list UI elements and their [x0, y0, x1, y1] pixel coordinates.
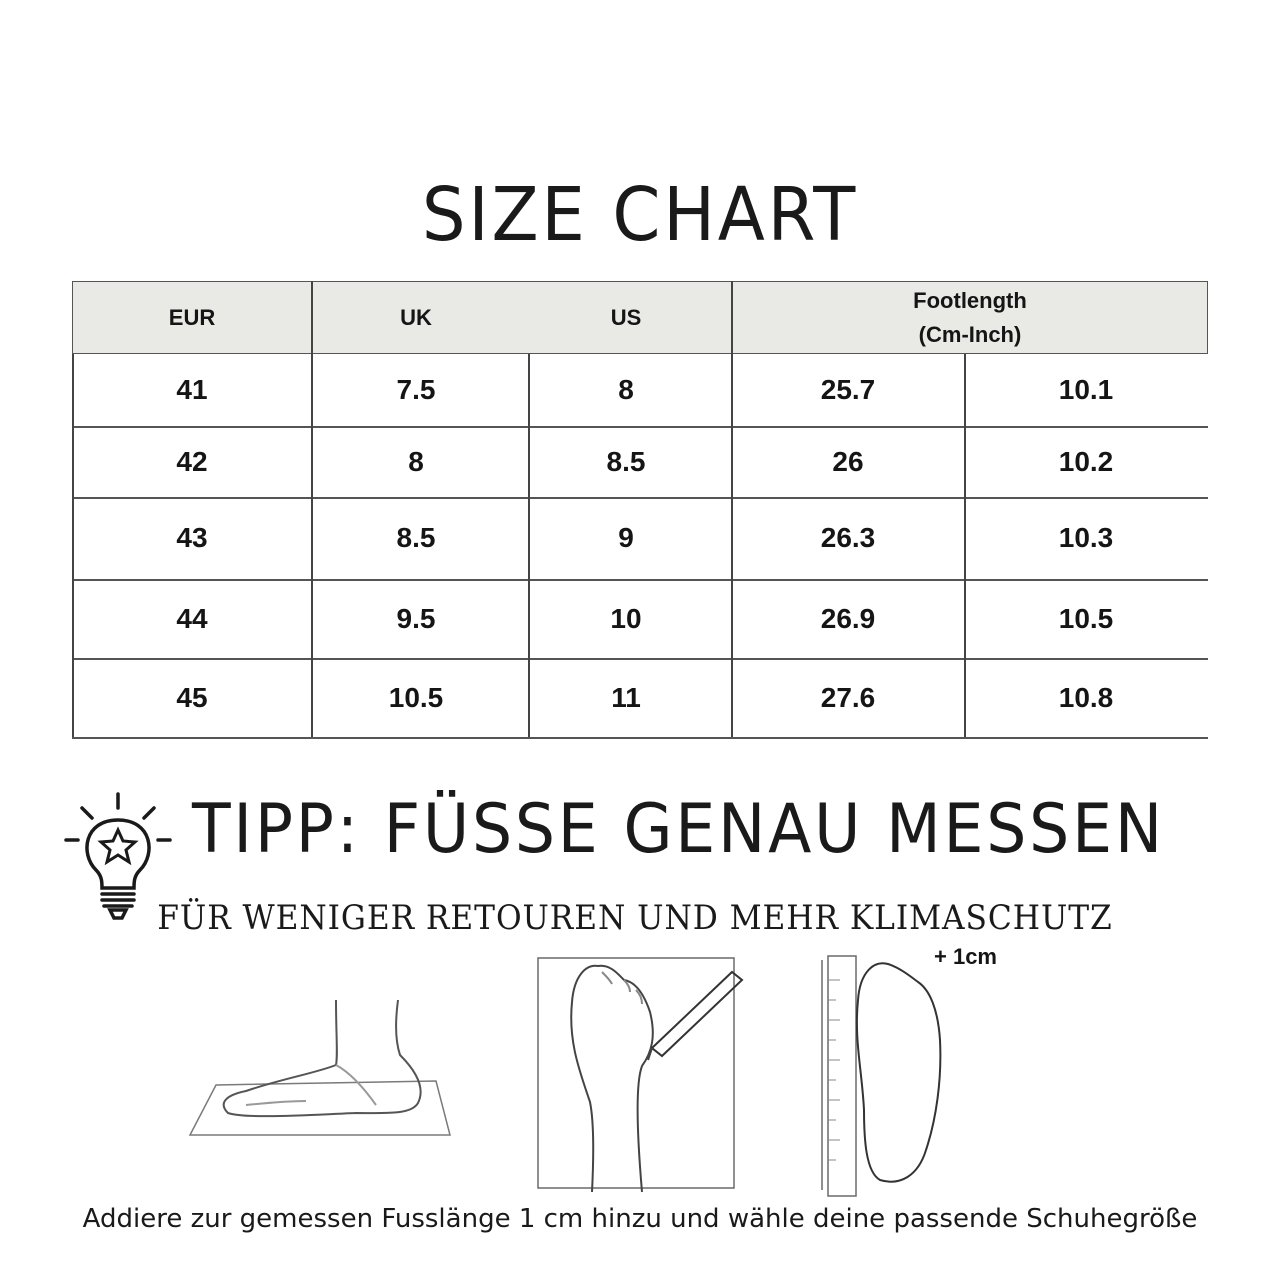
header-uk: UK	[400, 304, 432, 330]
column-divider	[72, 354, 74, 737]
cell-eur: 44	[176, 602, 208, 634]
cell-us: 9	[618, 522, 634, 553]
cell-us: 8.5	[606, 445, 646, 477]
cell-eur: 41	[176, 374, 208, 405]
header-us: US	[610, 304, 642, 330]
foot-side-view-icon	[186, 995, 458, 1140]
cell-cm: 26.9	[820, 602, 876, 634]
column-divider	[731, 281, 733, 737]
header-footlength-unit: (Cm-Inch)	[918, 321, 1022, 347]
cell-uk: 9.5	[396, 602, 436, 634]
cell-inch: 10.8	[1058, 681, 1114, 713]
row-divider	[72, 737, 1208, 739]
cell-uk: 7.5	[396, 374, 436, 405]
cell-inch: 10.3	[1058, 522, 1114, 553]
cell-uk: 10.5	[388, 681, 444, 713]
foot-tracing-pencil-icon	[532, 952, 752, 1202]
header-footlength-label: Footlength	[913, 287, 1027, 313]
header-eur: EUR	[168, 304, 216, 330]
cell-cm: 27.6	[820, 681, 876, 713]
column-divider	[964, 354, 966, 737]
cell-cm: 25.7	[820, 374, 876, 405]
size-table	[72, 281, 1208, 737]
cell-eur: 42	[176, 445, 208, 477]
cell-cm: 26	[832, 445, 864, 477]
cell-us: 10	[610, 602, 642, 634]
cell-inch: 10.2	[1058, 445, 1114, 477]
header-footlength	[732, 281, 1208, 354]
foot-outline-ruler-icon	[818, 950, 968, 1200]
cell-eur: 45	[176, 681, 208, 713]
cell-cm: 26.3	[820, 522, 876, 553]
cell-uk: 8	[408, 445, 424, 477]
page-title: SIZE CHART	[421, 172, 859, 258]
cell-eur: 43	[176, 522, 208, 553]
cell-inch: 10.1	[1058, 374, 1114, 405]
cell-us: 11	[611, 681, 641, 713]
tip-subtitle: FÜR WENIGER RETOUREN UND MEHR KLIMASCHUTZ	[157, 898, 1113, 938]
cell-inch: 10.5	[1058, 602, 1114, 634]
cell-uk: 8.5	[396, 522, 436, 553]
column-divider	[528, 354, 530, 737]
cell-us: 8	[618, 374, 634, 405]
footnote: Addiere zur gemessen Fusslänge 1 cm hinzu und wähle deine passende Schuhegröße	[82, 1204, 1198, 1234]
column-divider	[311, 281, 313, 737]
measure-label: + 1cm	[934, 944, 997, 969]
tip-title: TIPP: FÜSSE GENAU MESSEN	[192, 790, 1165, 869]
